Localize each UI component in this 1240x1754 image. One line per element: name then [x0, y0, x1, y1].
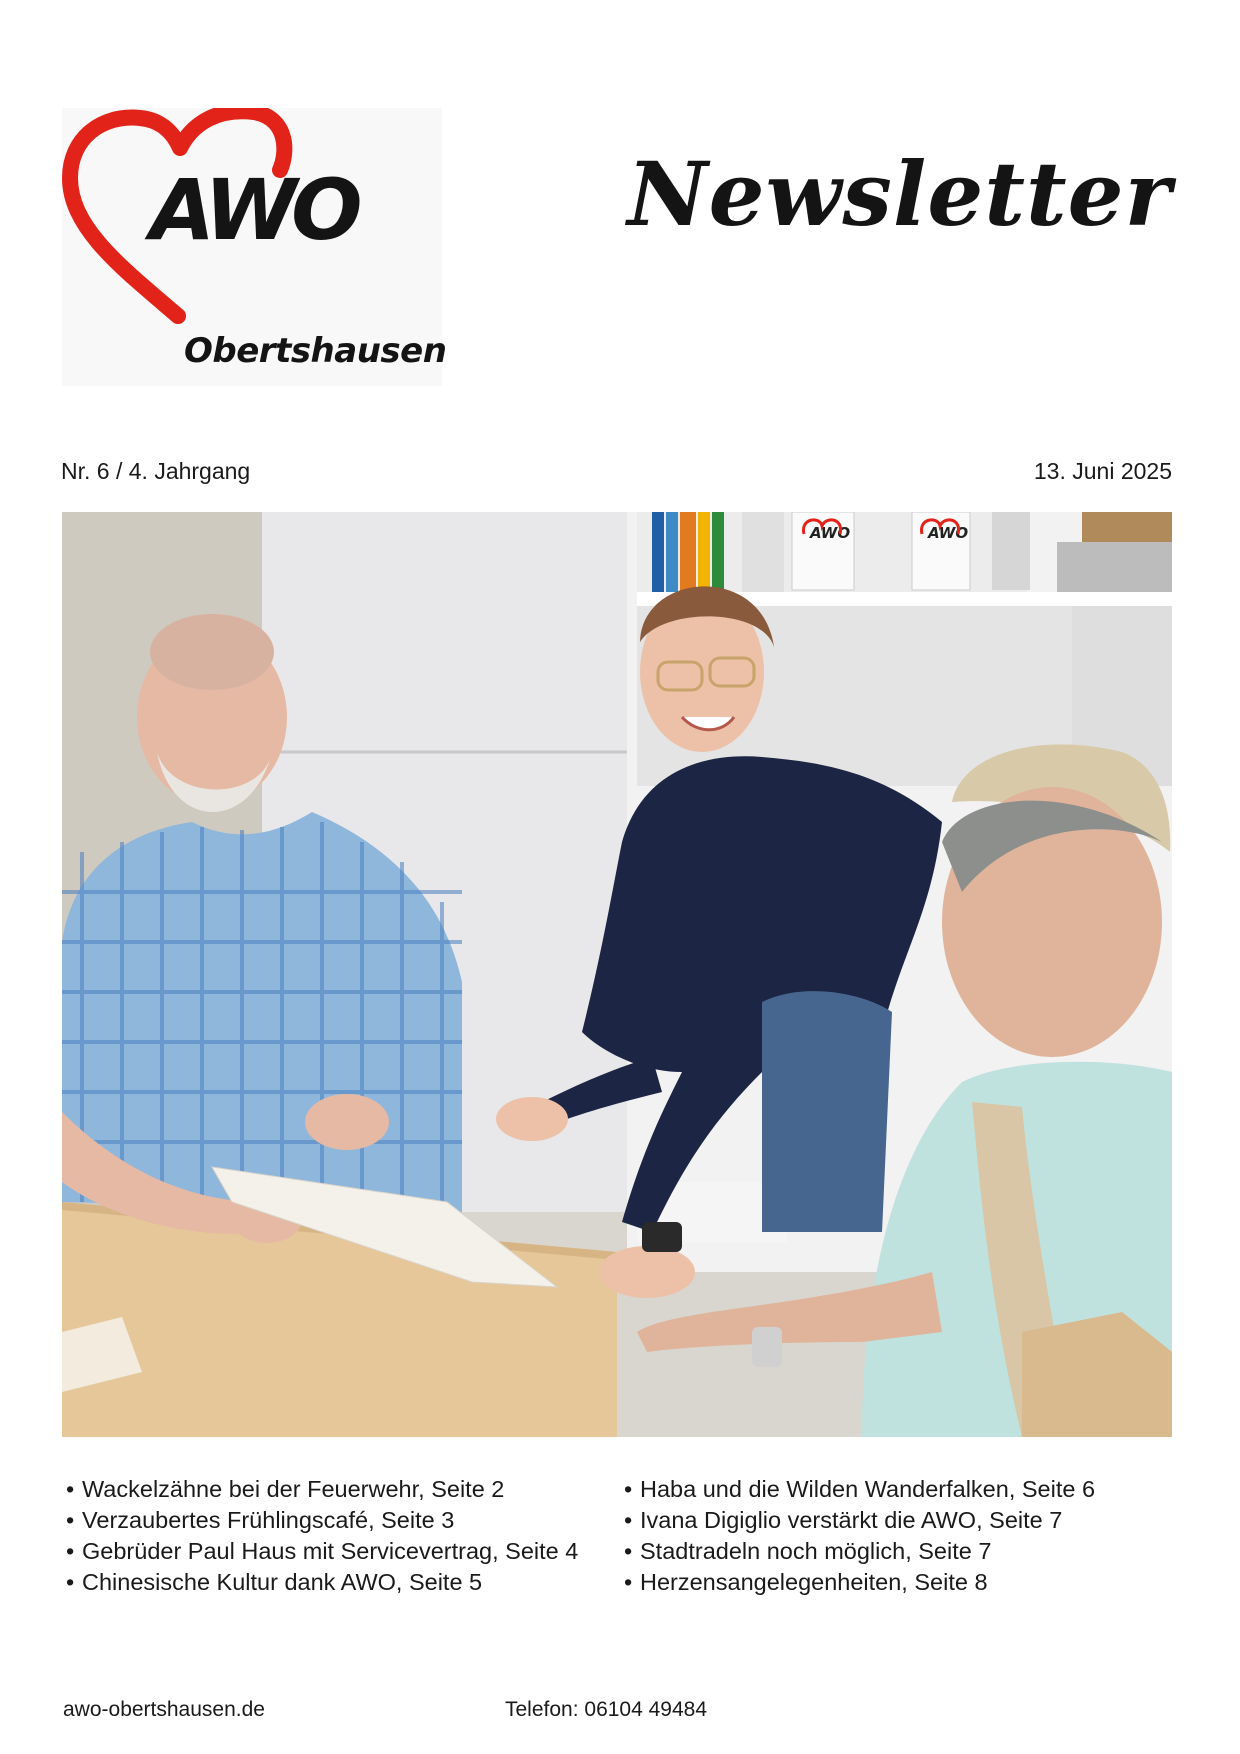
- binder-label-1: AWO: [810, 524, 851, 542]
- awo-logo: [62, 108, 447, 386]
- bullet-icon: •: [624, 1507, 633, 1533]
- toc-item[interactable]: [66, 1567, 578, 1598]
- cover-photo: [62, 512, 1172, 1437]
- toc-right-column: [624, 1474, 1095, 1598]
- phone-number: Telefon: 06104 49484: [505, 1698, 708, 1721]
- bullet-icon: •: [66, 1538, 75, 1564]
- toc-item-label: Ivana Digiglio verstärkt die AWO, Seite 7: [640, 1507, 1063, 1533]
- toc-item[interactable]: [624, 1536, 1095, 1567]
- toc-item-label: Gebrüder Paul Haus mit Servicevertrag, Seite 4: [82, 1538, 579, 1564]
- toc-item[interactable]: [66, 1474, 578, 1505]
- bullet-icon: •: [624, 1538, 633, 1564]
- toc-item[interactable]: [624, 1505, 1095, 1536]
- logo-city: Obertshausen: [184, 331, 447, 371]
- toc-item-label: Wackelzähne bei der Feuerwehr, Seite 2: [82, 1476, 505, 1502]
- bullet-icon: •: [66, 1569, 75, 1595]
- toc-item[interactable]: [66, 1505, 578, 1536]
- toc-item-label: Herzensangelegenheiten, Seite 8: [640, 1569, 988, 1595]
- toc-left-column: [66, 1474, 578, 1598]
- toc-item[interactable]: [624, 1567, 1095, 1598]
- logo-brand: AWO: [150, 161, 357, 259]
- toc-item[interactable]: [66, 1536, 578, 1567]
- toc-item-label: Stadtradeln noch möglich, Seite 7: [640, 1538, 992, 1564]
- bullet-icon: •: [624, 1569, 633, 1595]
- bullet-icon: •: [66, 1476, 75, 1502]
- toc-item[interactable]: [624, 1474, 1095, 1505]
- website-link[interactable]: awo-obertshausen.de: [63, 1698, 265, 1721]
- issue-number: Nr. 6 / 4. Jahrgang: [61, 458, 251, 484]
- bullet-icon: •: [624, 1476, 633, 1502]
- toc-item-label: Verzaubertes Frühlingscafé, Seite 3: [82, 1507, 455, 1533]
- bullet-icon: •: [66, 1507, 75, 1533]
- toc-item-label: Chinesische Kultur dank AWO, Seite 5: [82, 1569, 483, 1595]
- toc-item-label: Haba und die Wilden Wanderfalken, Seite 6: [640, 1476, 1096, 1502]
- binder-label-2: AWO: [928, 524, 969, 542]
- newsletter-title: Newsletter: [627, 142, 1172, 246]
- issue-date: 13. Juni 2025: [1033, 458, 1172, 484]
